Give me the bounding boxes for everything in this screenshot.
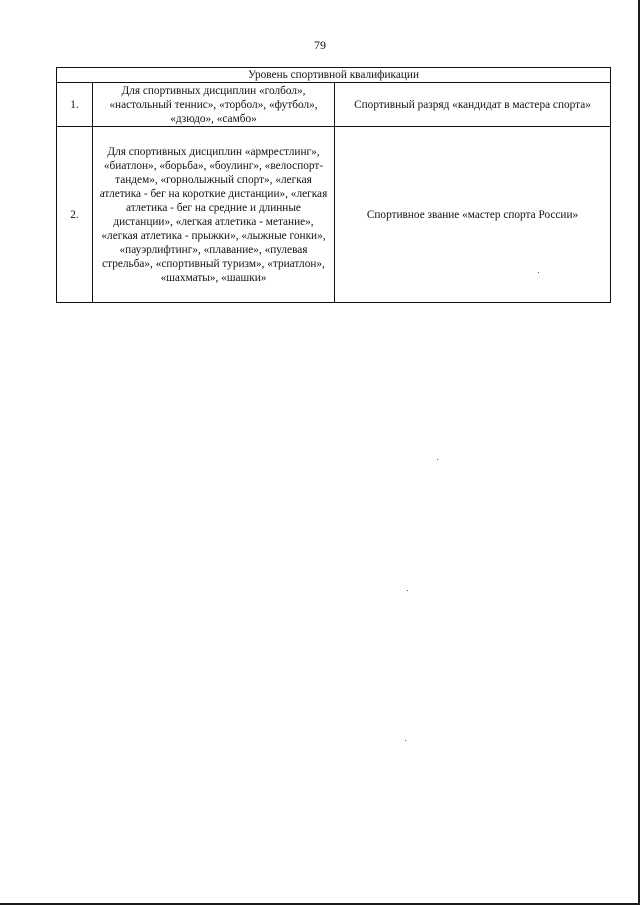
row-disciplines: Для спортивных дисциплин «армрестлинг», «биатлон», «борьба», «боулинг», «велоспорт-тандем», «горнолыжный спорт», «легкая атлетика - бег на короткие дистанции», «легкая атлетика - бег на средние и длинные дистанции», «легкая атлетика - метание», «легкая атлетика - прыжки», «лыжные гонки», «пауэрлифтинг», «плавание», «пулевая стрельба», «спортивный туризм», «триатлон», «шахматы», «шашки» (93, 127, 335, 303)
scan-speck (538, 272, 539, 273)
scan-speck (407, 590, 408, 591)
row-qualification: Спортивное звание «мастер спорта России» (335, 127, 611, 303)
row-number: 2. (57, 127, 93, 303)
scan-speck (437, 459, 438, 460)
page-number: 79 (314, 38, 326, 52)
table-header-row (57, 68, 611, 83)
row-qualification: Спортивный разряд «кандидат в мастера спорта» (335, 83, 611, 127)
row-disciplines: Для спортивных дисциплин «голбол», «настольный теннис», «торбол», «футбол», «дзюдо», «самбо» (93, 83, 335, 127)
table-row (57, 127, 611, 303)
table-header: Уровень спортивной квалификации (57, 68, 611, 83)
qualification-table (56, 67, 611, 303)
table-row (57, 83, 611, 127)
scan-speck (405, 740, 406, 741)
row-number: 1. (57, 83, 93, 127)
